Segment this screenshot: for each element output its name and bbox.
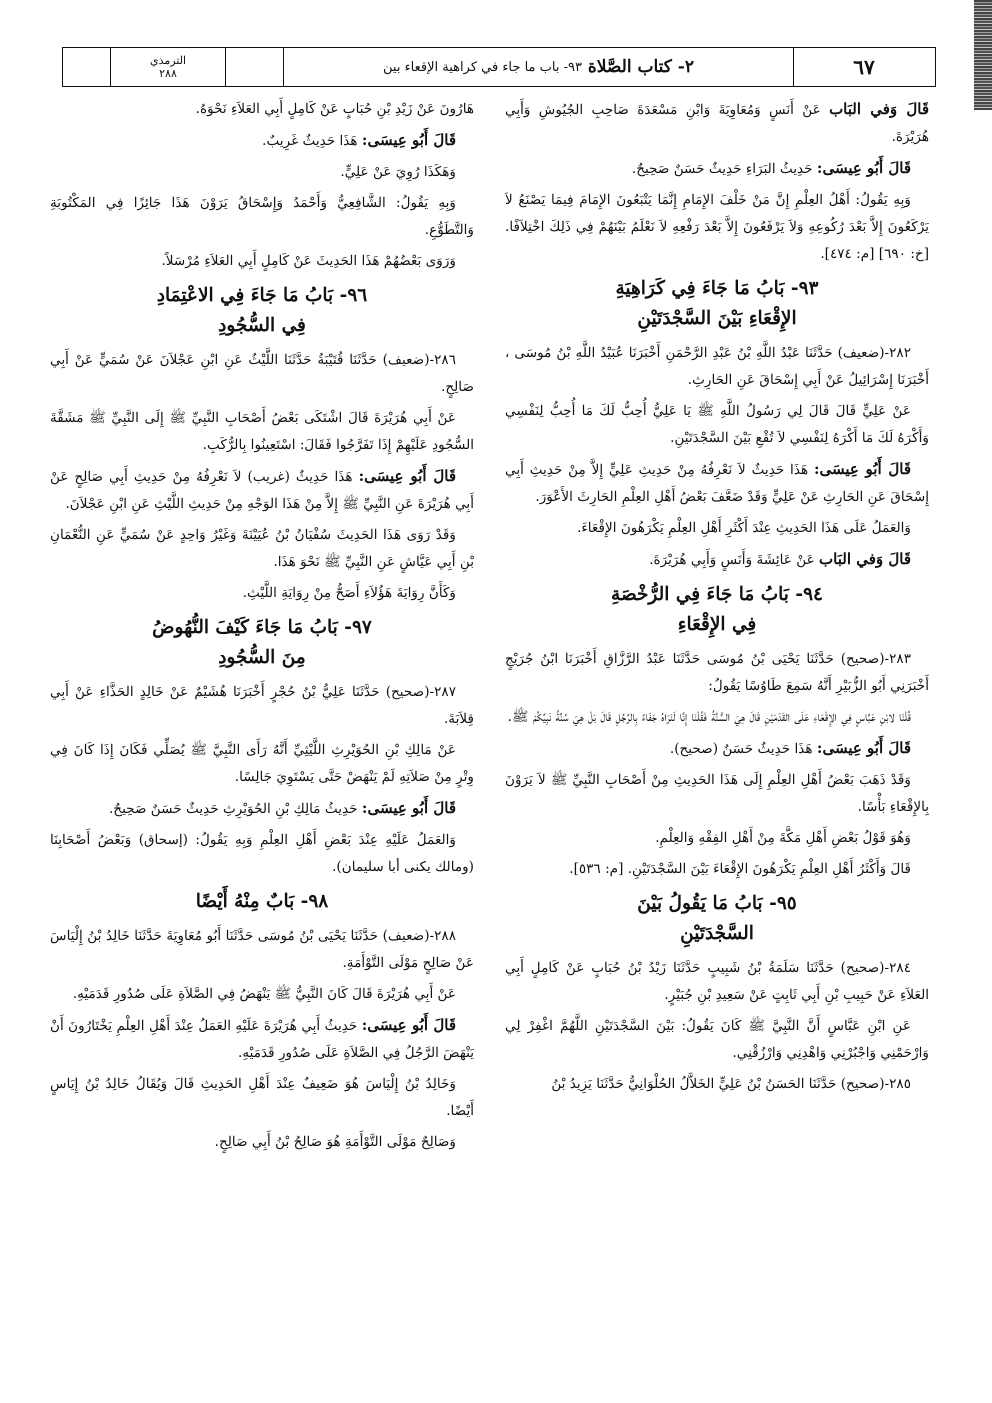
text: هَذَا حَدِيثٌ غَرِيبٌ. [262,133,358,149]
heading-line: مِنَ السُّجُودِ [218,647,306,668]
header-book-name: الترمذي [149,54,187,67]
page-number: ٦٧ [793,48,934,86]
heading-line: ٩٧- بَابُ مَا جَاءَ كَيْفَ النُّهُوضُ [152,617,372,638]
bold-label: قَالَ وَفي البَاب [829,100,929,118]
paragraph [50,795,474,823]
header-title-book: ٢- كتاب الصَّلاة [587,57,694,77]
hadith-matn: قُلْنَا لابْنِ عَبَّاسٍ فِي الإِقْعَاءِ عَلَى القَدَمَيْنِ قَالَ هِيَ السُّنَّةُ فَقُلْنَا إِنَّا لَنَرَاهُ جَفَاءً بِالرَّجُلِ قَالَ بَلْ هِيَ سُنَّةُ نَبِيِّكُمْ ﷺ. [507,709,911,725]
paragraph: وَهَكَذَا رُوِيَ عَنْ عَلِيٍّ. [340,164,456,180]
bold-label: قَالَ أَبُو عِيسَى: [361,131,456,149]
paragraph: وَبِهِ يَقُولُ: الشَّافِعِيُّ وَأَحْمَدُ وَإِسْحَاقُ يَرَوْنَ هَذَا جَائِزًا فِي المَكْتُوبَةِ وَالتَّطَوُّعِ. [50,195,474,238]
heading-line: ٩٦- بَابُ مَا جَاءَ فِي الاعْتِمَادِ [156,285,368,306]
heading-line: السَّجْدَتَيْنِ [680,923,754,944]
text: هَذَا حَدِيثٌ (غريب) لاَ نَعْرِفُهُ مِنْ حَدِيثِ أَبِي صَالِحٍ عَنْ أَبِي هُرَيْرَةَ عَنِ النَّبِيِّ ﷺ إِلاَّ مِنْ هَذَا الوَجْهِ مِنْ حَدِيثِ اللَّيْثِ عَنِ ابْنِ عَجْلاَنَ. [50,469,474,512]
paragraph: وَهُوَ قَوْلُ بَعْضِ أَهْلِ مَكَّةَ مِنْ أَهْلِ الفِقْهِ وَالعِلْمِ. [655,830,911,846]
paragraph [505,735,929,763]
paragraph: وَخَالِدُ بْنُ إِلْيَاسَ هُوَ ضَعِيفٌ عِنْدَ أَهْلِ الحَدِيثِ قَالَ وَيُقَالُ خَالِدُ بْنُ إِيَاسٍ أَيْضًا. [50,1076,474,1119]
chapter-heading-96 [50,281,474,341]
bold-label: قَالَ أَبُو عِيسَى: [361,799,456,817]
header-empty-cell [63,48,110,86]
hadith-284: ٢٨٤-(صحيح) حَدَّثَنَا سَلَمَةُ بْنُ شَبِيبٍ حَدَّثَنَا زَيْدُ بْنُ حُبَابٍ عَنْ كَامِلٍ أَبِي العَلاَءِ عَنْ حَبِيبِ بْنِ أَبِي ثَابِتٍ عَنْ سَعِيدِ بْنِ جُبَيْرٍ. [505,960,929,1003]
hadith-matn: عَنِ ابْنِ عَبَّاسٍ أَنَّ النَّبِيَّ ﷺ كَانَ يَقُولُ: بَيْنَ السَّجْدَتَيْنِ اللَّهُمَّ اغْفِرْ لِي وَارْحَمْنِي وَاجْبُرْنِي وَاهْدِنِي وَارْزُقْنِي. [505,1018,929,1061]
bold-label: قَالَ أَبُو عِيسَى: [361,1016,456,1034]
text: حَدِيثُ البَرَاءِ حَدِيثٌ حَسَنٌ صَحِيحٌ. [631,161,813,177]
paragraph: هَارُونَ عَنْ زَيْدِ بْنِ حُبَابٍ عَنْ كَامِلٍ أَبِي العَلاَءِ نَحْوَهُ. [195,101,474,117]
hadith-288: ٢٨٨-(ضعيف) حَدَّثَنَا يَحْيَى بْنُ مُوسَى حَدَّثَنَا أَبُو مُعَاوِيَةَ حَدَّثَنَا خَالِدُ بْنُ إِلْيَاسَ عَنْ صَالِحٍ مَوْلَى التَّوْأَمَةِ. [50,928,474,971]
header-book-volume: ٢٨٨ [159,67,177,80]
paragraph [50,1012,474,1067]
hadith-matn: عَنْ مَالِكِ بْنِ الحُوَيْرِثِ اللَّيْثِيِّ أَنَّهُ رَأَى النَّبِيَّ ﷺ يُصَلِّي فَكَانَ إِذَا كَانَ فِي وِتْرٍ مِنْ صَلاَتِهِ لَمْ يَنْهَضْ حَتَّى يَسْتَوِيَ جَالِسًا. [50,742,474,785]
paragraph: وَرَوَى بَعْضُهُمْ هَذَا الحَدِيثَ عَنْ كَامِلٍ أَبِي العَلاَءِ مُرْسَلاً. [161,253,456,269]
header-title-chapter: ٩٣- باب ما جاء في كراهية الإقعاء بين [383,59,582,75]
bold-label: قَالَ وَفي البَاب [819,550,911,568]
bold-label: قَالَ أَبُو عِيسَى: [813,460,911,478]
text: عَنْ أَنَسٍ وَمُعَاوِيَةَ وَابْنِ مَسْعَدَةَ صَاحِبِ الجُيُوشِ وَأَبِي هُرَيْرَةَ. [505,102,929,145]
paragraph: وَقَدْ رَوَى هَذَا الحَدِيثَ سُفْيَانُ بْنُ عُيَيْنَةَ وَغَيْرُ وَاحِدٍ عَنْ سُمَيٍّ عَنِ النُّعْمَانِ بْنِ أَبِي عَيَّاشٍ عَنِ النَّبِيِّ ﷺ نَحْوَ هَذَا. [50,527,474,570]
chapter-heading-97 [50,613,474,673]
paragraph: قَالَ وَأَكْثَرُ أَهْلِ العِلْمِ يَكْرَهُونَ الإِقْعَاءَ بَيْنَ السَّجْدَتَيْنِ. [م: ٥٣٦]. [569,861,911,877]
hadith-matn: عَنْ أَبِي هُرَيْرَةَ قَالَ اشْتَكَى بَعْضُ أَصْحَابِ النَّبِيِّ ﷺ إِلَى النَّبِيِّ ﷺ مَشَقَّةَ السُّجُودِ عَلَيْهِمْ إِذَا تَفَرَّجُوا فَقَالَ: اسْتَعِينُوا بِالرُّكَبِ. [50,410,474,453]
bold-label: قَالَ أَبُو عِيسَى: [816,739,911,757]
header-empty-cell [225,48,283,86]
bold-label: قَالَ أَبُو عِيسَى: [358,467,457,485]
hadith-286: ٢٨٦-(ضعيف) حَدَّثَنَا قُتَيْبَةُ حَدَّثَنَا اللَّيْثُ عَنِ ابْنِ عَجْلاَنَ عَنْ سُمَيٍّ عَنْ أَبِي صَالِحٍ. [50,352,474,395]
scan-edge-artifact [974,0,992,110]
hadith-282: ٢٨٢-(ضعيف) حَدَّثَنَا عَبْدُ اللَّهِ بْنُ عَبْدِ الرَّحْمَنِ أَخْبَرَنَا عُبَيْدُ اللَّهِ بْنُ مُوسَى ، أَخْبَرَنَا إِسْرَائِيلُ عَنْ أَبِي إِسْحَاقَ عَنِ الحَارِثِ. [505,345,929,388]
paragraph: وَالعَمَلُ عَلَيْهِ عِنْدَ بَعْضِ أَهْلِ العِلْمِ وَبِهِ يَقُولُ: (إسحاق) وَبَعْضُ أَصْحَابِنَا (ومالك يكنى أبا سليمان). [50,832,474,875]
text: هَذَا حَدِيثٌ حَسَنٌ (صحيح). [669,741,813,757]
text: عَنْ عَائِشَةَ وَأَنَسٍ وَأَبِي هُرَيْرَةَ. [649,552,815,568]
paragraph [505,546,929,574]
text: حَدِيثُ أَبِي هُرَيْرَةَ عَلَيْهِ العَمَلُ عِنْدَ أَهْلِ العِلْمِ يَخْتَارُونَ أَنْ يَنْهَضَ الرَّجُلُ فِي الصَّلاَةِ عَلَى صُدُورِ قَدَمَيْهِ. [50,1018,474,1061]
heading-line: فِي السُّجُودِ [218,315,306,336]
chapter-heading-94 [505,580,929,640]
left-column [50,96,474,1391]
hadith-283: ٢٨٣-(صحيح) حَدَّثَنَا يَحْيَى بْنُ مُوسَى حَدَّثَنَا عَبْدُ الرَّزَّاقِ أَخْبَرَنَا ابْنُ جُرَيْجٍ أَخْبَرَنِي أَبُو الزُّبَيْرِ أَنَّهُ سَمِعَ طَاوُسًا يَقُولُ: [505,651,929,694]
paragraph [505,155,929,183]
header-book-cell [110,48,225,86]
paragraph [505,456,929,511]
hadith-matn: عَنْ أَبِي هُرَيْرَةَ قَالَ كَانَ النَّبِيُّ ﷺ يَنْهَضُ فِي الصَّلاَةِ عَلَى صُدُورِ قَدَمَيْهِ. [72,986,456,1002]
paragraph: وَبِهِ يَقُولُ: أَهْلُ العِلْمِ إِنَّ مَنْ خَلْفَ الإِمَامِ إِنَّمَا يَتْبَعُونَ الإِمَامَ فِيمَا يَصْنَعُ لاَ يَرْكَعُونَ إِلاَّ بَعْدَ رُكُوعِهِ وَلاَ يَرْفَعُونَ إِلاَّ بَعْدَ رَفْعِهِ لاَ نَعْلَمُ بَيْنَهُمْ فِي ذَلِكَ اخْتِلاَفًا. [خ: ٦٩٠] [م: ٤٧٤]. [505,192,929,262]
paragraph: وَكَأَنَّ رِوَايَةَ هَؤُلاَءِ أَصَحُّ مِنْ رِوَايَةِ اللَّيْثِ. [242,585,456,601]
heading-line: ٩٥- بَابُ مَا يَقُولُ بَيْنَ [637,893,797,914]
paragraph: وَالعَمَلُ عَلَى هَذَا الحَدِيثِ عِنْدَ أَكْثَرِ أَهْلِ العِلْمِ يَكْرَهُونَ الإِقْعَاءَ. [577,520,911,536]
right-column [505,96,929,1391]
chapter-heading-95 [505,889,929,949]
header-title-cell [283,48,793,86]
heading-line: فِي الإِقْعَاءِ [677,614,757,635]
paragraph: وَقَدْ ذَهَبَ بَعْضُ أَهْلِ العِلْمِ إِلَى هَذَا الحَدِيثِ مِنْ أَصْحَابِ النَّبِيِّ ﷺ لاَ يَرَوْنَ بِالإِقْعَاءِ بَأْسًا. [505,772,929,815]
hadith-287: ٢٨٧-(صحيح) حَدَّثَنَا عَلِيُّ بْنُ حُجْرٍ أَخْبَرَنَا هُشَيْمٌ عَنْ خَالِدٍ الحَذَّاءِ عَنْ أَبِي قِلاَبَةَ. [50,684,474,727]
text: هَذَا حَدِيثٌ لاَ نَعْرِفُهُ مِنْ حَدِيثِ عَلِيٍّ إِلاَّ مِنْ حَدِيثِ أَبِي إِسْحَاقَ عَنِ الحَارِثِ عَنْ عَلِيٍّ وَقَدْ ضَعَّفَ بَعْضُ أَهْلِ العِلْمِ الحَارِثَ الأَعْوَرَ. [505,462,929,505]
paragraph [505,96,929,151]
bold-label: قَالَ أَبُو عِيسَى: [816,159,911,177]
hadith-matn: عَنْ عَلِيٍّ قَالَ قَالَ لِي رَسُولُ اللَّهِ ﷺ يَا عَلِيُّ أُحِبُّ لَكَ مَا أُحِبُّ لِنَفْسِي وَأَكْرَهُ لَكَ مَا أَكْرَهُ لِنَفْسِي لاَ تُقْعِ بَيْنَ السَّجْدَتَيْنِ. [505,403,929,446]
text: حَدِيثُ مَالِكِ بْنِ الحُوَيْرِثِ حَدِيثٌ حَسَنٌ صَحِيحٌ. [108,801,358,817]
paragraph: وَصَالِحٌ مَوْلَى التَّوْأَمَةِ هُوَ صَالِحُ بْنُ أَبِي صَالِحٍ. [214,1134,456,1150]
chapter-heading-93 [505,274,929,334]
paragraph [50,127,474,155]
chapter-heading-98: ٩٨- بَابٌ مِنْهُ أَيْضًا [195,891,329,912]
page-header [62,47,936,87]
heading-line: الإِقْعَاءِ بَيْنَ السَّجْدَتَيْنِ [637,308,797,329]
paragraph [50,463,474,518]
hadith-285: ٢٨٥-(صحيح) حَدَّثَنَا الحَسَنُ بْنُ عَلِيٍّ الخَلاَّلُ الحُلْوَانِيُّ حَدَّثَنَا يَزِيدُ بْنُ [551,1076,911,1092]
heading-line: ٩٣- بَابُ مَا جَاءَ فِي كَرَاهِيَةِ [615,278,819,299]
heading-line: ٩٤- بَابُ مَا جَاءَ فِي الرُّخْصَةِ [611,584,823,605]
